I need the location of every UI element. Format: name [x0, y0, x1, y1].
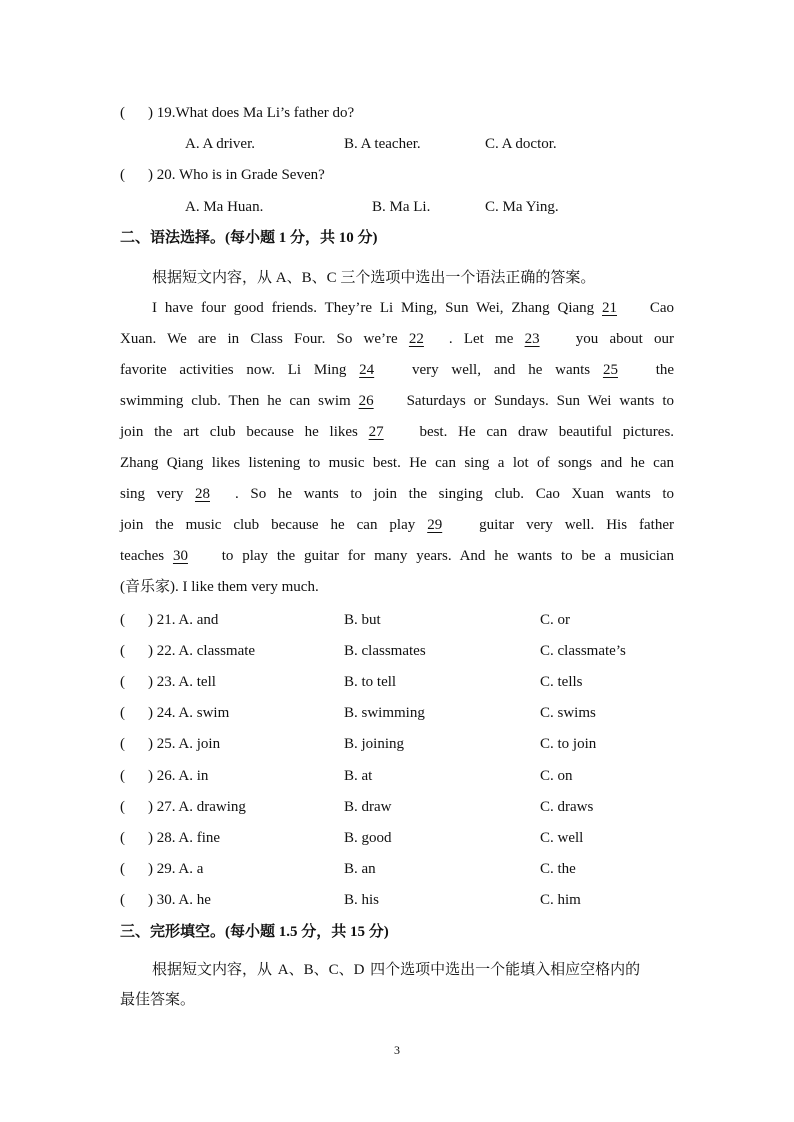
answer-paren[interactable]: ( — [120, 798, 125, 815]
passage-line: favorite activities now. Li Ming 24 very well, and he wants 25 the — [120, 355, 674, 386]
passage-line: join the music club because he can play 29 guitar very well. His father — [120, 510, 674, 541]
passage-line: (音乐家). I like them very much. — [120, 579, 319, 595]
answer-paren[interactable]: ( — [120, 105, 125, 121]
question-option-a: ) 22. A. classmate — [148, 643, 256, 660]
passage-line: sing very 28 . So he wants to join the singing club. Cao Xuan wants to — [120, 479, 674, 510]
passage-line: join the art club because he likes 27 best. He can draw beautiful pictures. — [120, 417, 674, 448]
section-3-heading: 三、完形填空。(每小题 1.5 分，共 15 分) — [120, 924, 389, 940]
option-b: B. Ma Li. — [372, 199, 431, 215]
option-a: A. Ma Huan. — [185, 199, 264, 215]
blank-24[interactable]: 24 — [359, 362, 375, 378]
question-option-c: C. draws — [540, 798, 594, 815]
question-option-b: B. joining — [344, 736, 405, 753]
answer-paren[interactable]: ( — [120, 643, 125, 660]
question-option-b: B. swimming — [344, 705, 425, 722]
blank-21[interactable]: 21 — [602, 300, 617, 316]
blank-30[interactable]: 30 — [172, 548, 188, 564]
blank-28[interactable]: 28 — [194, 486, 210, 502]
answer-paren[interactable]: ( — [120, 736, 125, 753]
answer-paren[interactable]: ( — [120, 829, 125, 846]
passage-line: I have four good friends. They’re Li Ming, Sun Wei, Zhang Qiang 21 Cao — [120, 293, 674, 324]
question-option-b: B. his — [344, 891, 380, 908]
blank-25[interactable]: 25 — [602, 362, 618, 378]
question-option-a: ) 29. A. a — [148, 860, 204, 877]
page-number: 3 — [394, 1043, 400, 1057]
blank-29[interactable]: 29 — [427, 517, 443, 533]
question-option-b: B. an — [344, 860, 376, 877]
question-option-c: C. tells — [540, 674, 583, 691]
blank-22[interactable]: 22 — [408, 331, 424, 347]
answer-paren[interactable]: ( — [120, 674, 125, 691]
question-option-a: ) 21. A. and — [148, 612, 219, 628]
option-a: A. A driver. — [185, 136, 255, 152]
question-option-a: ) 30. A. he — [148, 891, 211, 908]
question-option-a: ) 23. A. tell — [148, 674, 216, 691]
question-text: ) 20. Who is in Grade Seven? — [148, 167, 325, 183]
question-option-c: C. on — [540, 767, 573, 784]
question-option-b: B. at — [344, 767, 373, 784]
passage-line: swimming club. Then he can swim 26 Saturdays or Sundays. Sun Wei wants to — [120, 386, 674, 417]
answer-paren[interactable]: ( — [120, 705, 125, 722]
question-option-a: ) 26. A. in — [148, 767, 209, 784]
answer-paren[interactable]: ( — [120, 767, 125, 784]
section-2-heading: 二、语法选择。(每小题 1 分，共 10 分) — [120, 230, 378, 246]
option-c: C. Ma Ying. — [485, 199, 559, 215]
question-option-c: C. swims — [540, 705, 596, 722]
passage-line: Xuan. We are in Class Four. So we’re 22 . Let me 23 you about our — [120, 324, 674, 355]
question-text: ) 19.What does Ma Li’s father do? — [148, 105, 355, 121]
question-option-c: C. well — [540, 829, 584, 846]
question-option-a: ) 27. A. drawing — [148, 798, 246, 815]
question-option-b: B. to tell — [344, 674, 397, 691]
question-option-b: B. good — [344, 829, 392, 846]
option-c: C. A doctor. — [485, 136, 557, 152]
question-option-b: B. draw — [344, 798, 392, 815]
section-2-instruction: 根据短文内容，从 A、B、C 三个选项中选出一个语法正确的答案。 — [152, 270, 596, 286]
question-option-c: C. classmate’s — [540, 643, 626, 660]
question-option-c: C. or — [540, 612, 570, 628]
question-option-a: ) 24. A. swim — [148, 705, 230, 722]
blank-27[interactable]: 27 — [368, 424, 384, 440]
question-option-c: C. to join — [540, 736, 597, 753]
question-option-a: ) 28. A. fine — [148, 829, 221, 846]
option-b: B. A teacher. — [344, 136, 421, 152]
answer-paren[interactable]: ( — [120, 891, 125, 908]
question-option-b: B. classmates — [344, 643, 426, 660]
passage-line: Zhang Qiang likes listening to music best. He can sing a lot of songs and he can — [120, 455, 674, 471]
blank-26[interactable]: 26 — [358, 393, 374, 409]
grammar-passage — [120, 293, 674, 603]
blank-23[interactable]: 23 — [524, 331, 540, 347]
question-option-a: ) 25. A. join — [148, 736, 221, 753]
answer-paren[interactable]: ( — [120, 612, 125, 628]
question-option-c: C. him — [540, 891, 581, 908]
question-option-b: B. but — [344, 612, 381, 628]
passage-line: teaches 30 to play the guitar for many years. And he wants to be a musician — [120, 541, 674, 572]
question-option-c: C. the — [540, 860, 576, 877]
answer-paren[interactable]: ( — [120, 860, 125, 877]
answer-paren[interactable]: ( — [120, 167, 125, 183]
section-3-instruction-cont: 最佳答案。 — [120, 992, 196, 1008]
section-3-instruction: 根据短文内容，从 A、B、C、D 四个选项中选出一个能填入相应空格内的 — [152, 962, 641, 978]
